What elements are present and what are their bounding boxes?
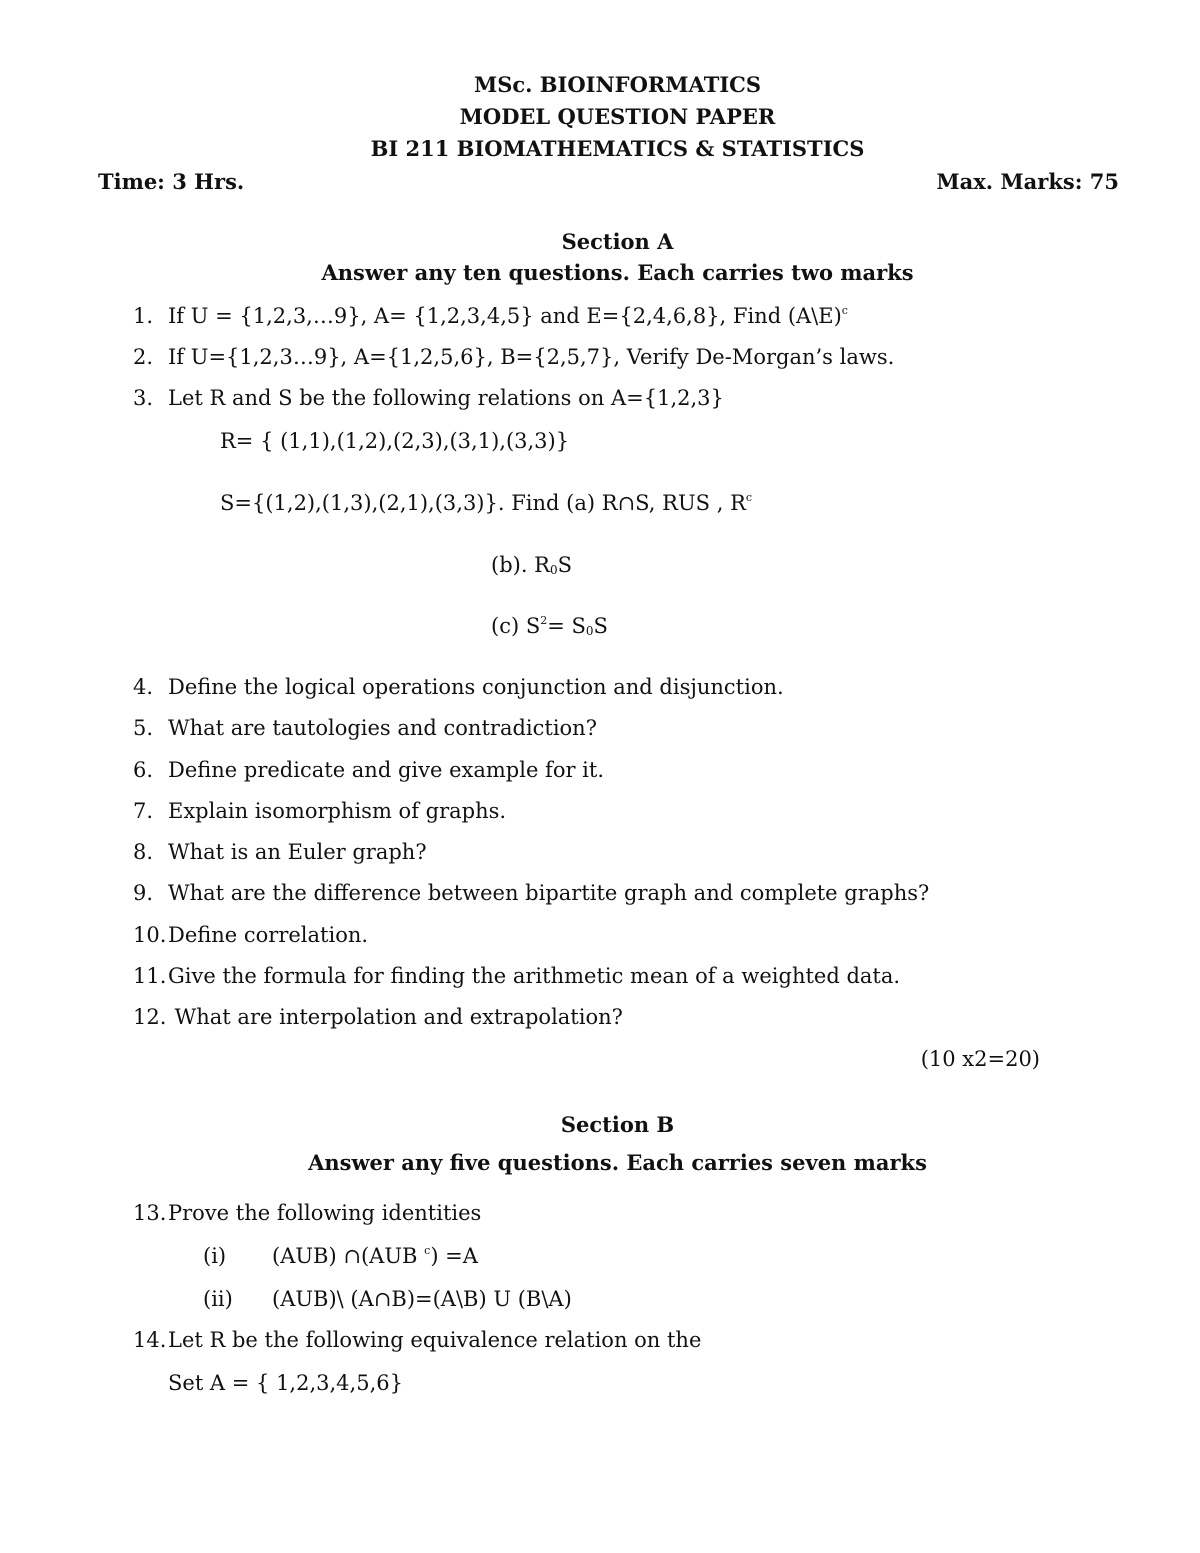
relation-s [220, 493, 752, 514]
question-text: Give the formula for finding the arithmetic mean of a weighted data. [168, 964, 901, 988]
complement-sup: c [841, 304, 848, 317]
identity-i-a: (AUB) [272, 1244, 344, 1268]
question-1 [133, 306, 848, 327]
part-c-post: S [593, 614, 608, 638]
question-13 [133, 1203, 481, 1224]
question-number: 11. [133, 964, 167, 988]
question-text: If U = {1,2,3,…9}, A= {1,2,3,4,5} and E={2,4,6,8}, Find (A\E) [168, 304, 842, 328]
question-4 [133, 677, 784, 698]
question-number: 5. [133, 716, 154, 740]
question-number: 10. [133, 923, 167, 947]
course-title: BI 211 BIOMATHEMATICS & STATISTICS [370, 136, 865, 161]
time-allowed: Time: 3 Hrs. [98, 169, 245, 194]
composition-sub: 0 [585, 624, 594, 638]
question-8 [133, 842, 427, 863]
question-text: Let R and S be the following relations on A={1,2,3} [168, 386, 724, 410]
square-sup: 2 [540, 614, 548, 627]
composition-sub: 0 [550, 563, 558, 577]
section-a-title: Section A [561, 229, 674, 254]
question-text: What are tautologies and contradiction? [168, 716, 597, 740]
question-number: 9. [133, 881, 154, 905]
question-text: If U={1,2,3…9}, A={1,2,5,6}, B={2,5,7}, Verify De-Morgan’s laws. [168, 345, 895, 369]
complement-sup: c [745, 491, 753, 504]
q13-part-i-label: (i) [203, 1244, 227, 1268]
question-text: Prove the following identities [168, 1201, 482, 1225]
section-a-marks: (10 x2=20) [920, 1047, 1040, 1071]
question-6 [133, 760, 604, 781]
question-number: 2. [133, 345, 154, 369]
question-14 [133, 1330, 701, 1351]
question-5 [133, 718, 597, 739]
relation-r: R= { (1,1),(1,2),(2,3),(3,1),(3,3)} [220, 429, 570, 453]
question-number: 3. [133, 386, 154, 410]
question-9 [133, 883, 929, 904]
part-c-mid: = S [547, 614, 586, 638]
part-b-post: S [557, 553, 573, 577]
question-text: Define predicate and give example for it. [168, 758, 605, 782]
question-number: 7. [133, 799, 154, 823]
question-number: 14. [133, 1328, 167, 1352]
max-marks: Max. Marks: 75 [936, 169, 1119, 194]
question-2 [133, 347, 894, 368]
relation-s-text: S={(1,2),(1,3),(2,1),(3,3)}. Find (a) R [220, 491, 618, 515]
question-number: 8. [133, 840, 154, 864]
identity-i-b: (AUB [360, 1244, 425, 1268]
relation-s-rest: S, RUS , R [635, 491, 746, 515]
q3-part-c [491, 616, 608, 637]
question-text: What are interpolation and extrapolation? [168, 1005, 623, 1029]
question-7 [133, 801, 506, 822]
section-b-instruction: Answer any five questions. Each carries seven marks [308, 1150, 927, 1175]
question-11 [133, 966, 900, 987]
section-a-instruction: Answer any ten questions. Each carries two marks [321, 260, 914, 285]
q14-set-a: Set A = { 1,2,3,4,5,6} [168, 1371, 403, 1395]
question-3 [133, 388, 724, 409]
intersection-symbol: ∩ [617, 491, 636, 515]
question-number: 4. [133, 675, 154, 699]
question-10 [133, 925, 368, 946]
program-title: MSc. BIOINFORMATICS [473, 72, 762, 97]
q3-part-b [491, 555, 572, 576]
question-text: Define the logical operations conjunction and disjunction. [168, 675, 784, 699]
paper-type: MODEL QUESTION PAPER [459, 104, 776, 129]
q13-part-ii-text: (AUB)\ (A∩B)=(A\B) U (B\A) [272, 1287, 572, 1311]
question-text: What is an Euler graph? [168, 840, 427, 864]
question-text: What are the difference between bipartite graph and complete graphs? [168, 881, 930, 905]
question-text: Let R be the following equivalence relation on the [168, 1328, 702, 1352]
question-number: 6. [133, 758, 154, 782]
question-number: 12. [133, 1005, 167, 1029]
question-text: Define correlation. [168, 923, 369, 947]
complement-sup: c [424, 1244, 431, 1257]
question-12 [133, 1007, 623, 1028]
identity-i-c: ) =A [430, 1244, 478, 1268]
part-c-pre: (c) S [491, 614, 541, 638]
question-number: 1. [133, 304, 154, 328]
intersection-symbol: ∩ [343, 1244, 361, 1268]
section-b-title: Section B [560, 1112, 675, 1137]
part-b-pre: (b). R [491, 553, 550, 577]
question-text: Explain isomorphism of graphs. [168, 799, 507, 823]
q13-part-i-text [272, 1246, 478, 1267]
q13-part-ii-label: (ii) [203, 1287, 233, 1311]
question-number: 13. [133, 1201, 167, 1225]
